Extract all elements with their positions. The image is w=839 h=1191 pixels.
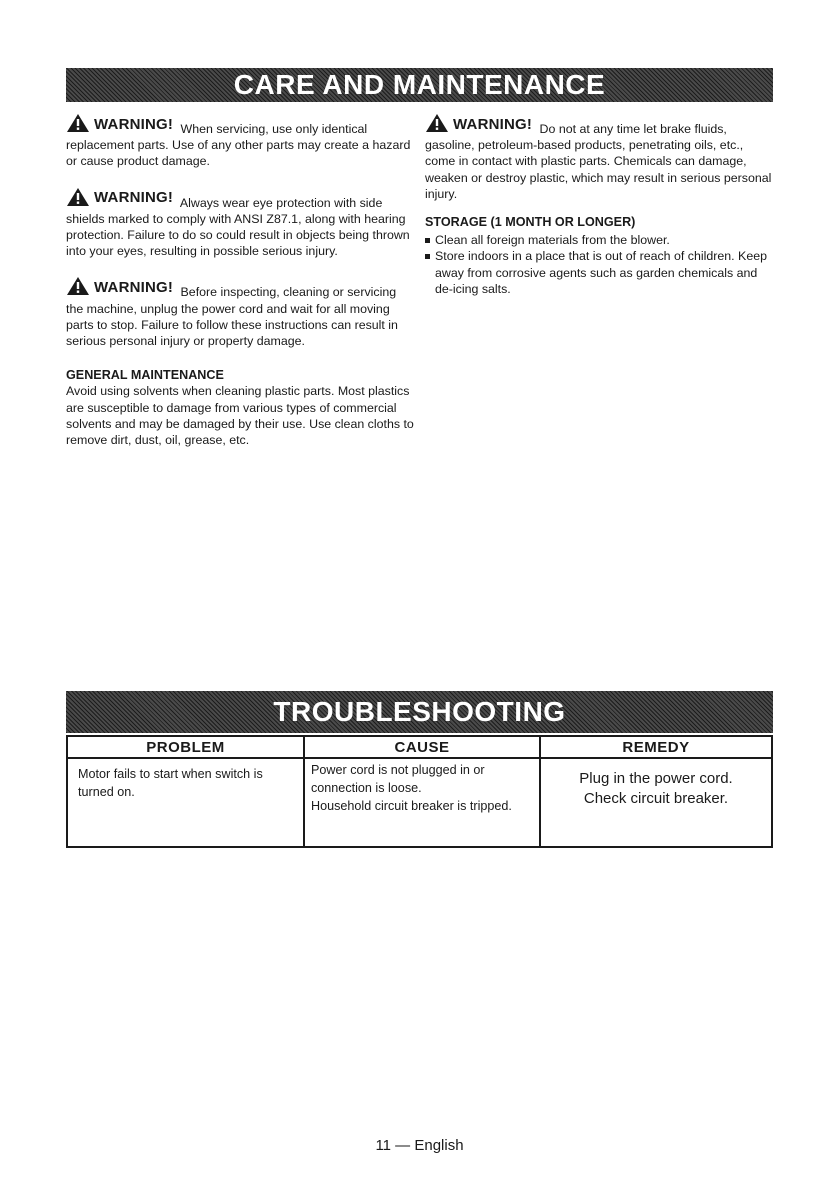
page-footer: 11 — English [375, 1137, 464, 1154]
general-maintenance-heading: GENERAL MAINTENANCE [66, 368, 224, 383]
warning-triangle-icon [66, 276, 90, 296]
warning-label: WARNING! [94, 115, 174, 133]
left-column [66, 113, 414, 448]
problem-cell: Motor fails to start when switch is turned on. [78, 767, 263, 799]
warning-label: WARNING! [453, 115, 533, 133]
warning-triangle-icon [66, 187, 90, 207]
warning-text: Do not at any time let brake fluids, gasoline, petroleum-based products, penetrating oils, etc., come in contact with plastic parts. Chemicals can damage, weaken or destroy plastic, which may result in serious personal injury. [425, 122, 772, 201]
general-maintenance-text: Avoid using solvents when cleaning plastic parts. Most plastics are susceptible to damage from various types of commercial solvents and may be damaged by their use. Use clean cloths to remove dirt, dust, oil, grease, etc. [66, 384, 414, 448]
remedy-item: Plug in the power cord. [579, 770, 733, 787]
warning-label: WARNING! [94, 279, 174, 297]
remedy-item: Check circuit breaker. [583, 790, 729, 807]
warning-block [66, 187, 414, 260]
remedy-header: REMEDY [539, 737, 771, 759]
warning-block [66, 113, 414, 170]
troubleshooting-banner [66, 691, 773, 733]
bullet-icon [425, 254, 430, 259]
right-column [425, 113, 775, 297]
warning-label: WARNING! [94, 189, 174, 207]
warning-triangle-icon [425, 113, 449, 133]
warning-text: Always wear eye protection with side shields marked to comply with ANSI Z87.1, along with hearing protection. Failure to do so could result in objects being thrown into your eyes, resulting in possible serious injury. [66, 195, 410, 259]
cause-item: Household circuit breaker is tripped. [311, 799, 512, 813]
bullet-icon [425, 238, 430, 243]
warning-text: Before inspecting, cleaning or servicing the machine, unplug the power cord and wait for all moving parts to stop. Failure to follow these instructions can result in serious personal injury or property damage. [66, 285, 398, 349]
care-maintenance-title: CARE AND MAINTENANCE [233, 69, 606, 100]
cause-header: CAUSE [303, 737, 539, 759]
cause-item: Power cord is not plugged in or connection is loose. [311, 763, 485, 795]
warning-block [66, 276, 414, 349]
remedy-cell [539, 759, 771, 846]
list-item: Clean all foreign materials from the blower. [425, 232, 775, 248]
troubleshooting-table [66, 735, 773, 848]
care-maintenance-banner [66, 68, 773, 102]
storage-heading: STORAGE (1 MONTH OR LONGER) [425, 215, 636, 230]
warning-triangle-icon [66, 113, 90, 133]
cause-cell [303, 759, 539, 846]
problem-header: PROBLEM [68, 737, 303, 759]
list-item: Store indoors in a place that is out of reach of children. Keep away from corrosive agents such as garden chemicals and de-icing salts. [425, 248, 775, 297]
warning-text: When servicing, use only identical replacement parts. Use of any other parts may create a hazard or cause product damage. [66, 122, 411, 169]
troubleshooting-title: TROUBLESHOOTING [273, 696, 566, 727]
warning-block [425, 113, 775, 202]
